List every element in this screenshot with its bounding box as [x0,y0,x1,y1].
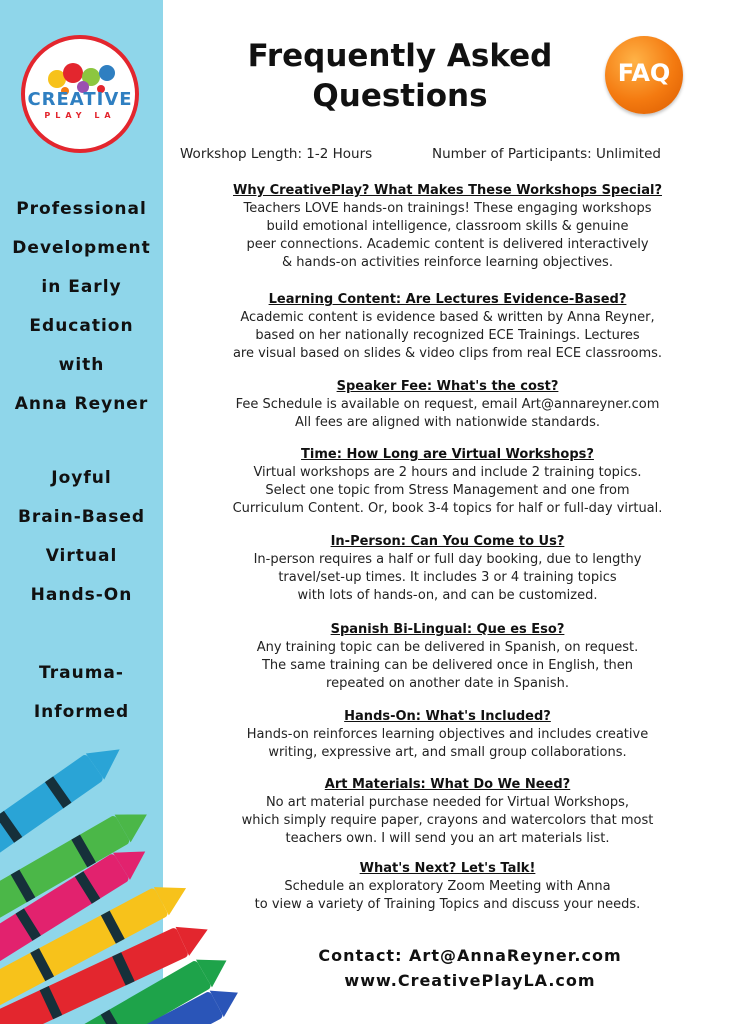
sidebar-line: Professional [16,199,147,219]
faq-answer-line: Academic content is evidence based & written by Anna Reyner, [240,310,655,325]
faq-answer-line: build emotional intelligence, classroom skills & genuine [266,219,629,234]
sidebar-line: Anna Reyner [14,394,149,414]
faq-answer-line: In-person requires a half or full day booking, due to lengthy [253,552,642,567]
workshop-length: Workshop Length: 1-2 Hours [180,146,373,162]
faq-badge-label: FAQ [617,59,671,87]
faq-answer-line: Virtual workshops are 2 hours and include 2 training topics. [253,465,642,480]
sidebar-line: in Early [41,277,122,297]
faq-section [170,291,725,363]
faq-heading: Art Materials: What Do We Need? [324,777,571,792]
faq-heading: Time: How Long are Virtual Workshops? [301,447,594,462]
sidebar-line: Development [12,238,151,258]
faq-section [170,378,725,432]
page-title [225,36,575,116]
sidebar-line: Informed [33,702,130,722]
faq-badge-icon [605,36,683,114]
faq-answer-line: The same training can be delivered once in English, then [261,658,634,673]
sidebar-line: Joyful [51,468,112,488]
faq-section [170,446,725,518]
faq-answer-line: Teachers LOVE hands-on trainings! These engaging workshops [243,201,652,216]
faq-answer-line: Schedule an exploratory Zoom Meeting with Anna [284,879,611,894]
faq-section [170,708,725,762]
faq-heading: In-Person: Can You Come to Us? [330,534,565,549]
faq-answer-line: peer connections. Academic content is delivered interactively [246,237,649,252]
faq-answer-line: Curriculum Content. Or, book 3-4 topics for half or full-day virtual. [232,501,663,516]
contact-website: www.CreativePlayLA.com [344,971,596,990]
faq-answer-line: No art material purchase needed for Virtual Workshops, [265,795,630,810]
sidebar-line: Trauma- [39,663,124,683]
faq-section [170,860,725,914]
faq-heading: Hands-On: What's Included? [344,709,551,724]
faq-answer-line: based on her nationally recognized ECE Trainings. Lectures [255,328,640,343]
faq-heading: Speaker Fee: What's the cost? [336,379,559,394]
logo-word-playla: PLAY LA [44,111,116,120]
title-line: Questions [312,78,488,114]
faq-section [170,533,725,605]
title-line: Frequently Asked [247,38,553,74]
faq-section [170,182,725,272]
faq-section [170,776,725,848]
sidebar-line: with [58,355,105,375]
faq-answer-line: travel/set-up times. It includes 3 or 4 training topics [278,570,617,585]
sidebar-line: Virtual [45,546,118,566]
faq-section [170,621,725,693]
faq-heading: Learning Content: Are Lectures Evidence-Based? [268,292,627,307]
faq-answer-line: which simply require paper, crayons and watercolors that most [241,813,654,828]
faq-answer-line: & hands-on activities reinforce learning objectives. [282,255,613,270]
faq-heading: Spanish Bi-Lingual: Que es Eso? [330,622,565,637]
contact-email: Contact: Art@AnnaReyner.com [318,946,622,965]
faq-answer-line: Hands-on reinforces learning objectives and includes creative [246,727,649,742]
faq-answer-line: Select one topic from Stress Management and one from [265,483,630,498]
sidebar-line: Education [29,316,134,336]
faq-answer-line: All fees are aligned with nationwide standards. [295,415,600,430]
faq-heading: Why CreativePlay? What Makes These Workshops Special? [233,183,662,198]
faq-answer-line: are visual based on slides & video clips from real ECE classrooms. [232,346,663,361]
faq-answer-line: writing, expressive art, and small group collaborations. [268,745,627,760]
logo-word-creative: CREATIVE [27,89,133,110]
faq-answer-line: repeated on another date in Spanish. [326,676,569,691]
sidebar-line: Brain-Based [17,507,146,527]
faq-answer-line: Fee Schedule is available on request, email Art@annareyner.com [235,397,660,412]
sidebar-line: Hands-On [30,585,133,605]
faq-answer-line: to view a variety of Training Topics and discuss your needs. [254,897,641,912]
faq-heading: What's Next? Let's Talk! [359,861,536,876]
faq-answer-line: Any training topic can be delivered in Spanish, on request. [256,640,639,655]
faq-answer-line: teachers own. I will send you an art materials list. [285,831,610,846]
participant-count: Number of Participants: Unlimited [432,146,661,162]
creative-play-logo [21,35,139,153]
faq-answer-line: with lots of hands-on, and can be customized. [297,588,598,603]
